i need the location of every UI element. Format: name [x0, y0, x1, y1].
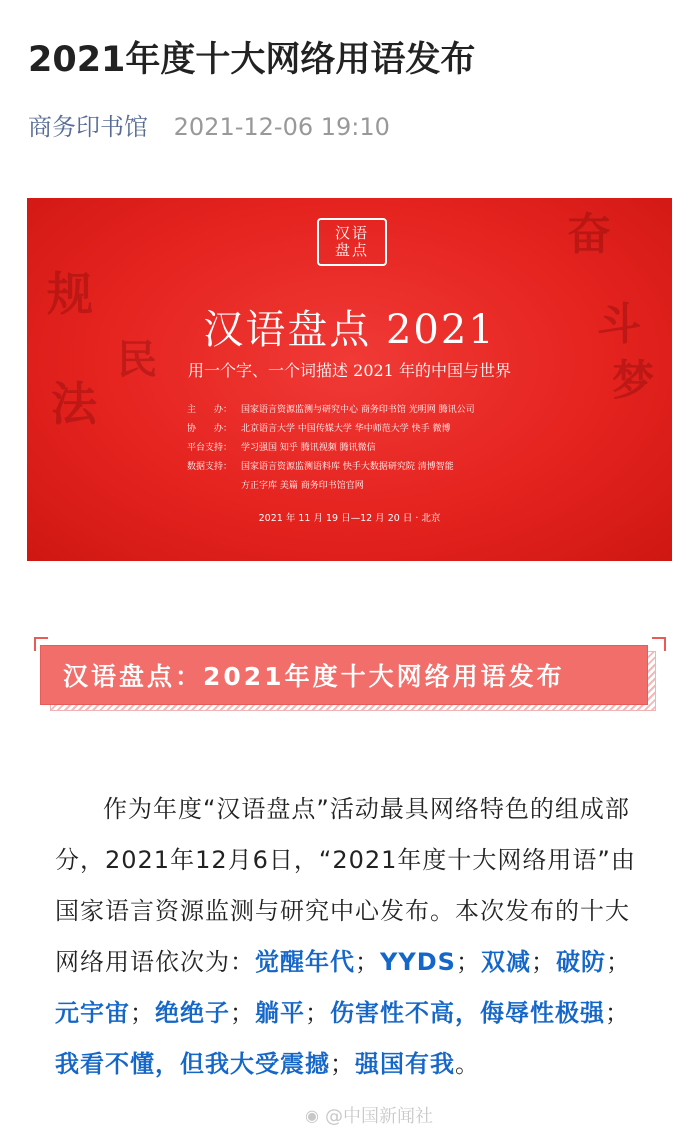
info-value: 北京语言大学 中国传媒大学 华中师范大学 快手 微博	[241, 424, 451, 434]
intro-text: 作为年度“汉语盘点”活动最具网络特色的组成部分，2021年12月6日，“2021年度十大网络用语”由国家语言资源监测与研究中心发布。本次发布的十大网络用语依次为：	[55, 795, 636, 976]
publish-time: 2021-12-06 19:10	[173, 113, 390, 141]
section-heading	[40, 645, 648, 705]
banner-date: 2021 年 11 月 19 日—12 月 20 日 · 北京	[258, 513, 441, 524]
term-separator: ；	[230, 999, 255, 1027]
term-separator: ；	[455, 948, 481, 976]
seal-text: 汉语盘点	[334, 224, 369, 259]
weibo-icon: ◉	[305, 1105, 319, 1125]
deco-char: 规	[47, 267, 93, 321]
term: 躺平	[255, 999, 305, 1027]
info-value: 国家语言资源监测与研究中心 商务印书馆 光明网 腾讯公司	[241, 405, 475, 415]
info-row	[187, 401, 475, 420]
term: 强国有我	[355, 1050, 455, 1078]
article-meta	[28, 109, 390, 145]
info-row	[187, 458, 475, 477]
term-separator: ；	[355, 948, 380, 976]
term: YYDS	[380, 948, 456, 976]
term-separator: ；	[330, 1050, 355, 1078]
term-separator: ；	[605, 948, 631, 976]
cover-banner	[27, 198, 672, 561]
banner-title: 汉语盘点 2021	[203, 307, 496, 353]
info-label: 协 办：	[187, 424, 233, 434]
term: 觉醒年代	[255, 948, 355, 976]
info-row	[187, 420, 475, 439]
term: 伤害性不高，侮辱性极强	[330, 999, 605, 1027]
deco-char: 法	[51, 377, 97, 431]
info-label	[187, 477, 241, 496]
info-row	[187, 477, 475, 496]
info-value: 方正字库 美篇 商务印书馆官网	[241, 481, 364, 491]
banner-info	[187, 401, 475, 496]
term: 我看不懂，但我大受震撼	[55, 1050, 330, 1078]
end-punctuation: 。	[455, 1050, 480, 1078]
watermark-text: @中国新闻社	[324, 1106, 433, 1127]
source-watermark	[305, 1102, 433, 1128]
body-paragraph	[55, 784, 650, 1090]
author-link[interactable]: 商务印书馆	[28, 113, 148, 141]
term-separator: ；	[605, 999, 630, 1027]
info-label: 数据支持：	[187, 462, 233, 472]
deco-char: 梦	[612, 356, 655, 405]
seal-logo	[317, 218, 387, 266]
term: 绝绝子	[155, 999, 230, 1027]
banner-subtitle: 用一个字、一个词描述 2021 年的中国与世界	[188, 361, 511, 380]
section-heading-text: 汉语盘点：2021年度十大网络用语发布	[63, 662, 565, 691]
section-heading-block	[40, 637, 660, 717]
info-label: 平台支持：	[187, 443, 233, 453]
term: 破防	[555, 948, 606, 976]
deco-char: 奋	[567, 209, 611, 260]
info-row	[187, 439, 475, 458]
info-label: 主 办：	[187, 405, 233, 415]
term-separator: ；	[305, 999, 330, 1027]
corner-ornament	[652, 637, 666, 651]
term-separator: ；	[130, 999, 155, 1027]
deco-char: 民	[117, 336, 157, 383]
article-body	[55, 784, 650, 1090]
deco-char: 斗	[597, 299, 641, 350]
info-value: 学习强国 知乎 腾讯视频 腾讯微信	[241, 443, 376, 453]
term-separator: ；	[530, 948, 556, 976]
article-title: 2021年度十大网络用语发布	[28, 40, 476, 80]
term: 元宇宙	[55, 999, 130, 1027]
info-value: 国家语言资源监测语料库 快手大数据研究院 清博智能	[241, 462, 454, 472]
term: 双减	[480, 948, 531, 976]
